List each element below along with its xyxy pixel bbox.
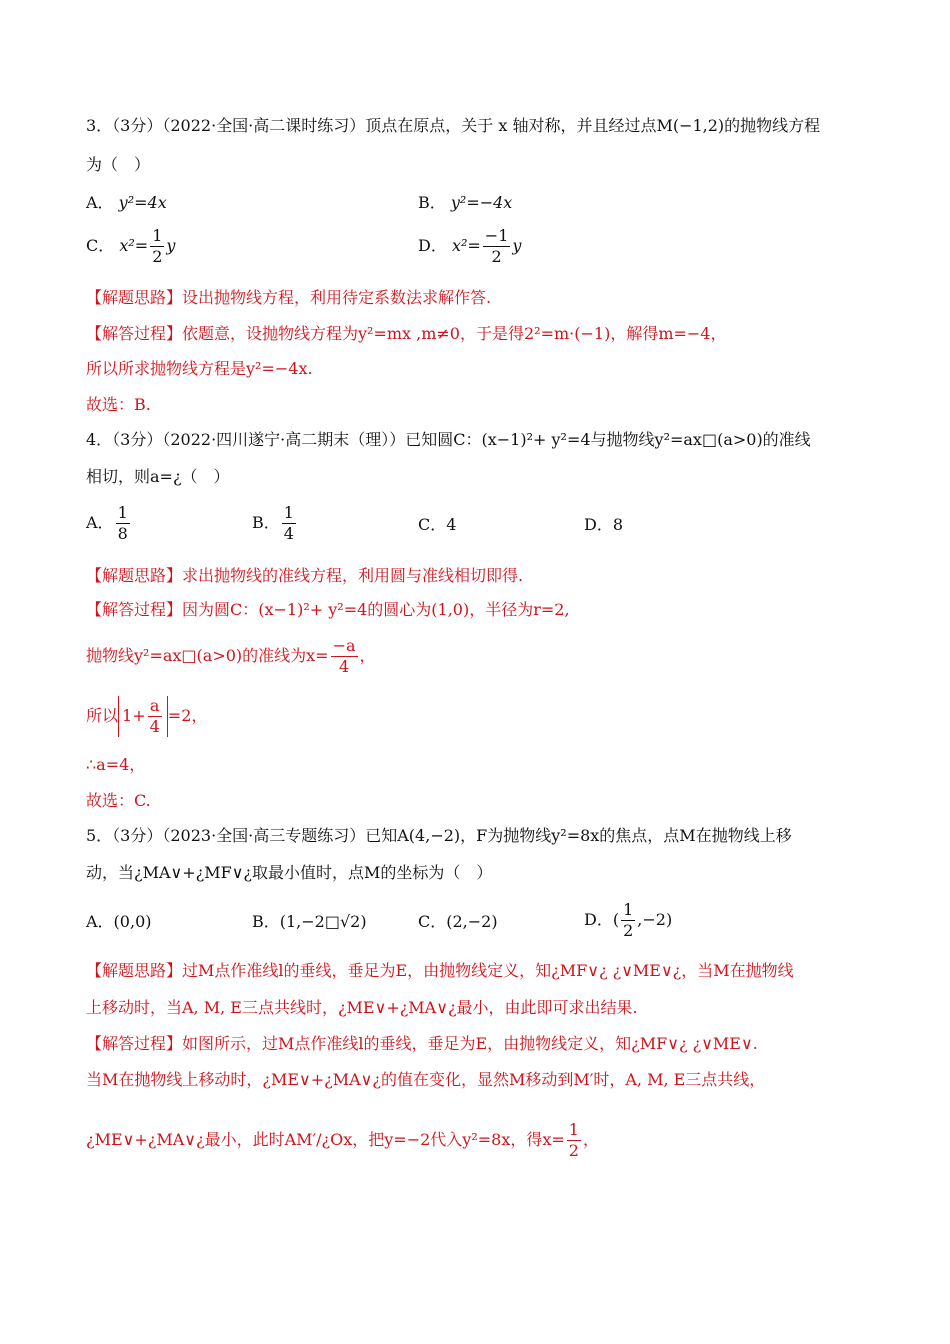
q4-answer: 故选：C. xyxy=(86,791,151,810)
q3-option-c-num: 1 xyxy=(152,226,163,245)
q5-solution-idea-1: 【解题思路】过M点作准线l的垂线，垂足为E，由抛物线定义，知¿MF∨¿ ¿∨ME∨¿，当M在抛物线 xyxy=(86,961,794,980)
q4-stem-line1: 4．（3分）（2022·四川遂宁·高二期末（理））已知圆C：(x−1)²+ y²=4与抛物线y²=ax□(a>0)的准线 xyxy=(86,430,811,449)
q4-process-3-den: 4 xyxy=(149,717,160,736)
q5-solution-process-1: 【解答过程】如图所示，过M点作准线l的垂线，垂足为E，由抛物线定义，知¿MF∨¿ ¿∨ME∨. xyxy=(86,1034,758,1053)
q3-option-a-text: y²=4x xyxy=(118,193,167,212)
q4-option-b-num: 1 xyxy=(283,503,294,522)
q5-option-c: C．(2,−2) xyxy=(418,912,498,931)
q3-option-d-pre: x²= xyxy=(451,236,481,255)
q4-option-a-fraction xyxy=(116,503,130,544)
q4-option-c: C．4 xyxy=(418,515,457,534)
q5-solution-idea-2: 上移动时，当A, M, E三点共线时，¿ME∨+¿MA∨¿最小，由此即可求出结果. xyxy=(86,998,638,1017)
q4-solution-process-2 xyxy=(86,636,376,677)
q3-option-d-label: D． xyxy=(418,236,447,255)
q4-option-a-label: A． xyxy=(86,513,114,532)
q3-option-d-post: y xyxy=(512,236,522,255)
q3-option-c-label: C． xyxy=(86,236,115,255)
q3-option-a-label: A． xyxy=(86,193,114,212)
q3-option-d-den: 2 xyxy=(491,247,502,266)
q5-process-3-pre: ¿ME∨+¿MA∨¿最小，此时AM′/¿Ox，把y=−2代入y²=8x，得x= xyxy=(86,1130,565,1149)
q5-option-d-fraction xyxy=(621,900,635,941)
q4-process-3-absolute xyxy=(118,696,168,737)
q4-process-2-post: ， xyxy=(359,646,376,665)
q4-solution-process-3 xyxy=(86,696,207,737)
q4-process-3-post: =2， xyxy=(167,706,208,725)
q4-option-b-den: 4 xyxy=(283,524,294,543)
q4-process-2-num: −a xyxy=(332,636,356,655)
q3-option-c-den: 2 xyxy=(152,247,163,266)
q5-option-d xyxy=(584,900,672,941)
q4-solution-process-1: 【解答过程】因为圆C：(x−1)²+ y²=4的圆心为(1,0)，半径为r=2, xyxy=(86,600,570,619)
q3-option-c-pre: x²= xyxy=(119,236,149,255)
q3-option-b-text: y²=−4x xyxy=(450,193,513,212)
q4-option-a xyxy=(86,503,132,544)
q5-option-a: A．(0,0) xyxy=(86,912,152,931)
q3-option-d xyxy=(418,226,521,267)
q3-option-a xyxy=(86,191,167,215)
q5-option-d-label: D．( xyxy=(584,910,620,929)
q4-option-a-num: 1 xyxy=(117,503,128,522)
q4-process-2-den: 4 xyxy=(338,657,350,676)
q4-process-2-pre: 抛物线y²=ax□(a>0)的准线为x= xyxy=(86,646,329,665)
q4-option-b xyxy=(252,503,298,544)
q4-solution-process-4: ∴a=4， xyxy=(86,755,146,774)
q5-solution-process-3 xyxy=(86,1120,599,1161)
q4-option-b-label: B． xyxy=(252,513,280,532)
q4-solution-idea: 【解题思路】求出抛物线的准线方程，利用圆与准线相切即得. xyxy=(86,566,524,585)
q5-option-b: B．(1,−2□√2) xyxy=(252,912,367,931)
q3-option-b-label: B． xyxy=(418,193,446,212)
q4-option-b-fraction xyxy=(282,503,296,544)
q4-process-3-pre: 所以 xyxy=(86,706,119,725)
q3-stem-line1: 3．（3分）（2022·全国·高二课时练习）顶点在原点，关于 x 轴对称，并且经过点M(−1,2)的抛物线方程 xyxy=(86,116,821,135)
q5-process-3-num: 1 xyxy=(568,1120,579,1139)
q5-option-d-post: ,−2) xyxy=(637,910,673,929)
q5-solution-process-2: 当M在抛物线上移动时，¿ME∨+¿MA∨¿的值在变化，显然M移动到M′时，A, M, E三点共线， xyxy=(86,1070,766,1089)
q3-solution-process-1: 【解答过程】依题意，设抛物线方程为y²=mx ,m≠0，于是得2²=m·(−1)，解得m=−4， xyxy=(86,324,727,343)
q4-process-3-num: a xyxy=(148,696,162,717)
q4-option-d: D．8 xyxy=(584,515,624,534)
q4-option-a-den: 8 xyxy=(117,524,128,543)
q5-option-d-num: 1 xyxy=(623,900,634,919)
q4-stem-line2: 相切，则a=¿（ ） xyxy=(86,467,230,486)
q3-solution-process-2: 所以所求抛物线方程是y²=−4x. xyxy=(86,359,313,378)
q3-stem-line2: 为（ ） xyxy=(86,155,151,174)
q5-stem-line1: 5．（3分）（2023·全国·高三专题练习）已知A(4,−2)，F为抛物线y²=8x的焦点，点M在抛物线上移 xyxy=(86,826,792,845)
q3-answer: 故选：B. xyxy=(86,395,151,414)
q5-option-d-den: 2 xyxy=(623,921,634,940)
q4-process-3-fraction xyxy=(148,696,162,737)
q3-solution-idea: 【解题思路】设出抛物线方程，利用待定系数法求解作答. xyxy=(86,288,492,307)
q3-option-c-post: y xyxy=(166,236,176,255)
q3-option-d-num: −1 xyxy=(484,226,509,245)
q4-process-2-fraction xyxy=(331,636,358,677)
q5-process-3-den: 2 xyxy=(568,1141,579,1160)
q3-option-b xyxy=(418,191,512,215)
q5-process-3-fraction xyxy=(567,1120,581,1161)
q5-stem-line2: 动，当¿MA∨+¿MF∨¿取最小值时，点M的坐标为（ ） xyxy=(86,863,493,882)
q3-option-c-fraction xyxy=(150,226,164,267)
q4-process-3-abs-pre: 1+ xyxy=(122,706,146,725)
q3-option-d-fraction xyxy=(483,226,511,267)
q5-process-3-post: ， xyxy=(582,1130,599,1149)
q3-option-c xyxy=(86,226,175,267)
